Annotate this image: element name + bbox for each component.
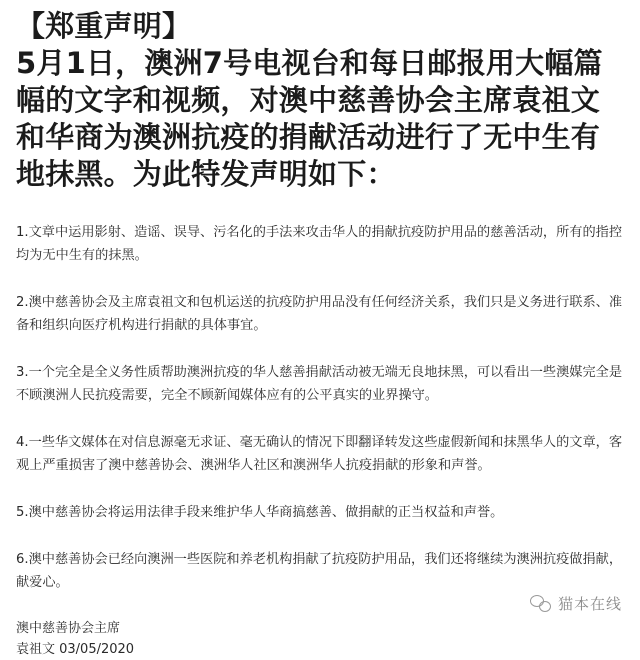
- headline-line-3: 幅的文字和视频，对澳中慈善协会主席袁祖文: [16, 83, 601, 117]
- statement-point-6: 6.澳中慈善协会已经向澳洲一些医院和养老机构捐献了抗疫防护用品，我们还将继续为澳洲抗疫做捐献，献爱心。: [16, 552, 623, 590]
- statement-point-3: 3.一个完全是全义务性质帮助澳洲抗疫的华人慈善捐献活动被无端无良地抹黑，可以看出一些澳媒完全是不顾澳洲人民抗疫需要，完全不顾新闻媒体应有的公平真实的业界操守。: [16, 365, 623, 403]
- headline-line-5: 地抹黑。为此特发声明如下：: [16, 157, 396, 191]
- signature-block: [16, 618, 628, 660]
- signature-org: 澳中慈善协会主席: [16, 621, 121, 636]
- statement-point-2: 2.澳中慈善协会及主席袁祖文和包机运送的抗疫防护用品没有任何经济关系，我们只是义务进行联系、准备和组织向医疗机构进行捐献的具体事宜。: [16, 295, 623, 333]
- watermark-text: 猫本在线: [557, 595, 622, 613]
- wechat-logo-icon: [530, 595, 552, 613]
- statement-point-1: 1.文章中运用影射、造谣、误导、污名化的手法来攻击华人的捐献抗疫防护用品的慈善活动，所有的指控均为无中生有的抹黑。: [16, 225, 623, 263]
- headline-line-2: 5月1日，澳洲7号电视台和每日邮报用大幅篇: [16, 46, 603, 80]
- statement-document: [16, 8, 628, 660]
- watermark: [530, 593, 622, 614]
- statement-body: [16, 221, 628, 594]
- statement-point-5: 5.澳中慈善协会将运用法律手段来维护华人华商搞慈善、做捐献的正当权益和声誉。: [16, 505, 504, 520]
- statement-point-4: 4.一些华文媒体在对信息源毫无求证、毫无确认的情况下即翻译转发这些虚假新闻和抹黑华人的文章，客观上严重损害了澳中慈善协会、澳洲华人社区和澳洲华人抗疫捐献的形象和声誉。: [16, 435, 623, 473]
- headline-line-1: 【郑重声明】: [16, 9, 192, 43]
- statement-headline: [16, 8, 628, 193]
- headline-line-4: 和华商为澳洲抗疫的捐献活动进行了无中生有: [16, 120, 601, 154]
- signature-name-date: 袁祖文 03/05/2020: [16, 642, 135, 657]
